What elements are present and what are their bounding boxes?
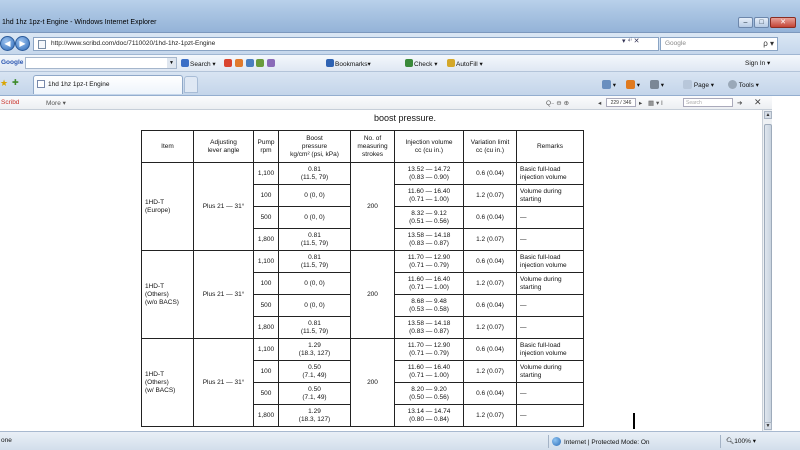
minimize-button[interactable]: –	[738, 17, 753, 28]
zoom-out-icon[interactable]: ⊖	[556, 100, 562, 107]
rpm-cell: 100	[254, 185, 279, 207]
remarks-cell: —	[517, 405, 584, 427]
boost-cell: 0 (0, 0)	[279, 273, 351, 295]
volume-cell: 13.14 — 14.74 (0.80 — 0.84)	[395, 405, 464, 427]
tools-menu-label: Tools ▾	[738, 82, 759, 89]
scroll-down-arrow[interactable]: ▼	[765, 423, 771, 429]
autofill-label: AutoFill ▾	[456, 61, 483, 68]
google-search-button[interactable]	[181, 59, 216, 68]
limit-cell: 1.2 (0.07)	[464, 273, 517, 295]
home-icon	[602, 80, 611, 89]
document-heading: boost pressure.	[374, 113, 437, 123]
tab-page-icon	[37, 80, 45, 88]
volume-cell: 13.58 — 14.18 (0.83 — 0.87)	[395, 229, 464, 251]
table-header-row	[142, 131, 584, 163]
document-viewer[interactable]	[0, 110, 762, 431]
limit-cell: 1.2 (0.07)	[464, 405, 517, 427]
rpm-cell: 100	[254, 361, 279, 383]
page-icon	[38, 40, 46, 49]
boost-cell: 0.50 (7.1, 49)	[279, 383, 351, 405]
zoom-level[interactable]: 🔍︎100% ▾	[726, 438, 756, 445]
rpm-cell: 1,100	[254, 339, 279, 361]
rpm-cell: 1,100	[254, 251, 279, 273]
remarks-cell: Volume during starting	[517, 273, 584, 295]
remarks-cell: Basic full-load injection volume	[517, 339, 584, 361]
google-sign-in[interactable]: Sign In ▾	[745, 60, 771, 67]
share-icon	[256, 59, 264, 67]
zoom-controls[interactable]: Q₋ ⊖ ⊕	[546, 100, 570, 107]
page-icon	[683, 80, 692, 89]
check-label: Check ▾	[414, 61, 438, 68]
limit-cell: 0.6 (0.04)	[464, 251, 517, 273]
next-page-icon[interactable]: ▸	[639, 100, 643, 107]
strokes-cell: 200	[351, 251, 395, 339]
column-header: Variation limit cc (cu in.)	[464, 131, 517, 163]
remarks-cell: Volume during starting	[517, 185, 584, 207]
search-placeholder: Google	[665, 40, 686, 47]
table-body	[142, 163, 584, 427]
maximize-button[interactable]: □	[754, 17, 769, 28]
home-button[interactable]: ▾	[602, 80, 616, 89]
zoom-label: 100%	[734, 438, 751, 445]
rpm-cell: 1,800	[254, 317, 279, 339]
view-mode-icons[interactable]: ▦ ▾ Ι	[648, 100, 663, 107]
address-row	[0, 33, 800, 55]
column-header: Adjusting lever angle	[194, 131, 254, 163]
remarks-cell: —	[517, 207, 584, 229]
zoom-in-icon[interactable]: ⊕	[563, 100, 570, 107]
column-header: No. of measuring strokes	[351, 131, 395, 163]
google-search-label: Search ▾	[190, 61, 216, 68]
new-tab-button[interactable]	[184, 76, 198, 93]
item-cell: 1HD-T (Others) (w/o BACS)	[142, 251, 194, 339]
volume-cell: 8.32 — 9.12 (0.51 — 0.56)	[395, 207, 464, 229]
column-header: Item	[142, 131, 194, 163]
page-number-input[interactable]: 229 / 346	[606, 98, 636, 107]
boost-cell: 0 (0, 0)	[279, 207, 351, 229]
scribd-logo[interactable]: Scribd	[1, 99, 20, 106]
scribd-toolbar	[0, 96, 780, 110]
tab-active[interactable]	[33, 75, 183, 94]
boost-cell: 0.81 (11.5, 79)	[279, 229, 351, 251]
item-cell: 1HD-T (Europe)	[142, 163, 194, 251]
limit-cell: 0.6 (0.04)	[464, 163, 517, 185]
remarks-cell: Basic full-load injection volume	[517, 163, 584, 185]
forward-button[interactable]: ▶	[15, 36, 30, 51]
rpm-cell: 500	[254, 383, 279, 405]
limit-cell: 0.6 (0.04)	[464, 383, 517, 405]
google-toolbar	[0, 55, 800, 72]
lever-angle-cell: Plus 21 — 31°	[194, 251, 254, 339]
lever-angle-cell: Plus 21 — 31°	[194, 339, 254, 427]
feeds-button[interactable]: ▾	[626, 80, 640, 89]
volume-cell: 11.60 — 16.40 (0.71 — 1.00)	[395, 273, 464, 295]
search-go-icon[interactable]: ➔	[737, 100, 743, 107]
strokes-cell: 200	[351, 163, 395, 251]
volume-cell: 13.52 — 14.72 (0.83 — 0.90)	[395, 163, 464, 185]
back-button[interactable]: ◀	[0, 36, 15, 51]
lever-angle-cell: Plus 21 — 31°	[194, 163, 254, 251]
tools-menu[interactable]	[728, 80, 759, 89]
boost-cell: 1.29 (18.3, 127)	[279, 405, 351, 427]
pagerank-icon	[235, 59, 243, 67]
window-title-bar	[0, 0, 800, 33]
spell-check-button[interactable]	[405, 59, 438, 68]
volume-cell: 8.68 — 9.48 (0.53 — 0.58)	[395, 295, 464, 317]
close-window-button[interactable]: ✕	[770, 17, 796, 28]
toolbar-icon-group[interactable]	[224, 59, 276, 68]
remarks-cell: Volume during starting	[517, 361, 584, 383]
window-title: 1hd 1hz 1pz-t Engine - Windows Internet Explorer	[2, 19, 157, 26]
column-header: Pump rpm	[254, 131, 279, 163]
column-header: Injection volume cc (cu in.)	[395, 131, 464, 163]
address-bar[interactable]	[33, 37, 659, 51]
gear-icon	[728, 80, 737, 89]
table-row	[142, 251, 584, 273]
remarks-cell: —	[517, 383, 584, 405]
limit-cell: 0.6 (0.04)	[464, 339, 517, 361]
vertical-scrollbar[interactable]	[762, 110, 772, 431]
boost-cell: 0 (0, 0)	[279, 295, 351, 317]
print-button[interactable]: ▾	[650, 80, 664, 89]
rss-icon	[626, 80, 635, 89]
news-icon	[246, 59, 254, 67]
limit-cell: 1.2 (0.07)	[464, 317, 517, 339]
volume-cell: 11.70 — 12.90 (0.71 — 0.79)	[395, 251, 464, 273]
boost-cell: 0.81 (11.5, 79)	[279, 163, 351, 185]
volume-cell: 11.60 — 16.40 (0.71 — 1.00)	[395, 185, 464, 207]
bookmarks-label: Bookmarks▾	[335, 61, 371, 68]
limit-cell: 1.2 (0.07)	[464, 185, 517, 207]
boost-cell: 1.29 (18.3, 127)	[279, 339, 351, 361]
volume-cell: 11.70 — 12.90 (0.71 — 0.79)	[395, 339, 464, 361]
rpm-cell: 500	[254, 207, 279, 229]
boost-cell: 0.81 (11.5, 79)	[279, 317, 351, 339]
limit-cell: 0.6 (0.04)	[464, 207, 517, 229]
tab-row	[0, 72, 800, 96]
prev-page-icon[interactable]: ◂	[598, 100, 602, 107]
check-icon	[405, 59, 413, 67]
volume-cell: 8.20 — 9.20 (0.50 — 0.56)	[395, 383, 464, 405]
right-gutter	[772, 96, 800, 431]
add-favorites-icon[interactable]: ✚	[12, 78, 19, 87]
item-cell: 1HD-T (Others) (w/ BACS)	[142, 339, 194, 427]
google-bookmarks-button[interactable]	[326, 59, 371, 68]
limit-cell: 0.6 (0.04)	[464, 295, 517, 317]
more-menu[interactable]: More ▾	[46, 100, 66, 107]
strokes-cell: 200	[351, 339, 395, 427]
page-menu[interactable]	[683, 80, 714, 89]
close-icon[interactable]: ✕	[754, 97, 762, 107]
status-bar	[0, 431, 800, 450]
chevron-down-icon[interactable]: ▼	[167, 58, 176, 68]
window-controls	[738, 17, 796, 28]
scroll-up-arrow[interactable]: ▲	[765, 112, 771, 118]
column-header: Boost pressure kg/cm² (psi, kPa)	[279, 131, 351, 163]
table-row	[142, 339, 584, 361]
remarks-cell: —	[517, 317, 584, 339]
autofill-icon	[447, 59, 455, 67]
favorites-star-icon[interactable]: ★	[0, 78, 9, 88]
page-menu-label: Page ▾	[693, 82, 715, 89]
text-cursor	[633, 413, 635, 429]
popup-blocker-icon	[224, 59, 232, 67]
zone-label: Internet | Protected Mode: On	[564, 439, 650, 446]
refresh-stop-buttons[interactable]: ▾ ⁴ⁱ ✕	[622, 38, 640, 45]
google-logo: Google	[1, 59, 24, 66]
rpm-cell: 500	[254, 295, 279, 317]
print-icon	[650, 80, 659, 89]
address-url: http://www.scribd.com/doc/7110020/1hd-1hz-1pzt-Engine	[51, 40, 216, 47]
tab-label: 1hd 1hz 1pz-t Engine	[48, 81, 110, 88]
remarks-cell: —	[517, 295, 584, 317]
boost-cell: 0.81 (11.5, 79)	[279, 251, 351, 273]
volume-cell: 13.58 — 14.18 (0.83 — 0.87)	[395, 317, 464, 339]
status-text: one	[1, 437, 12, 444]
rpm-cell: 1,800	[254, 229, 279, 251]
security-zone[interactable]	[552, 437, 650, 446]
limit-cell: 1.2 (0.07)	[464, 361, 517, 383]
volume-cell: 11.60 — 16.40 (0.71 — 1.00)	[395, 361, 464, 383]
rpm-cell: 100	[254, 273, 279, 295]
globe-icon	[552, 437, 561, 446]
scroll-thumb[interactable]	[764, 124, 772, 424]
star-icon	[326, 59, 334, 67]
injection-spec-table	[141, 130, 584, 427]
boost-cell: 0.50 (7.1, 49)	[279, 361, 351, 383]
document-search-input[interactable]: Search	[683, 98, 733, 107]
remarks-cell: —	[517, 229, 584, 251]
google-icon	[181, 59, 189, 67]
remarks-cell: Basic full-load injection volume	[517, 251, 584, 273]
live-search-input[interactable]	[660, 37, 778, 51]
boost-cell: 0 (0, 0)	[279, 185, 351, 207]
table-row	[142, 163, 584, 185]
search-icon[interactable]: ρ ▾	[763, 39, 774, 48]
limit-cell: 1.2 (0.07)	[464, 229, 517, 251]
rpm-cell: 1,100	[254, 163, 279, 185]
column-header: Remarks	[517, 131, 584, 163]
gmail-icon	[267, 59, 275, 67]
autofill-button[interactable]	[447, 59, 483, 68]
rpm-cell: 1,800	[254, 405, 279, 427]
google-search-input[interactable]	[25, 57, 177, 69]
